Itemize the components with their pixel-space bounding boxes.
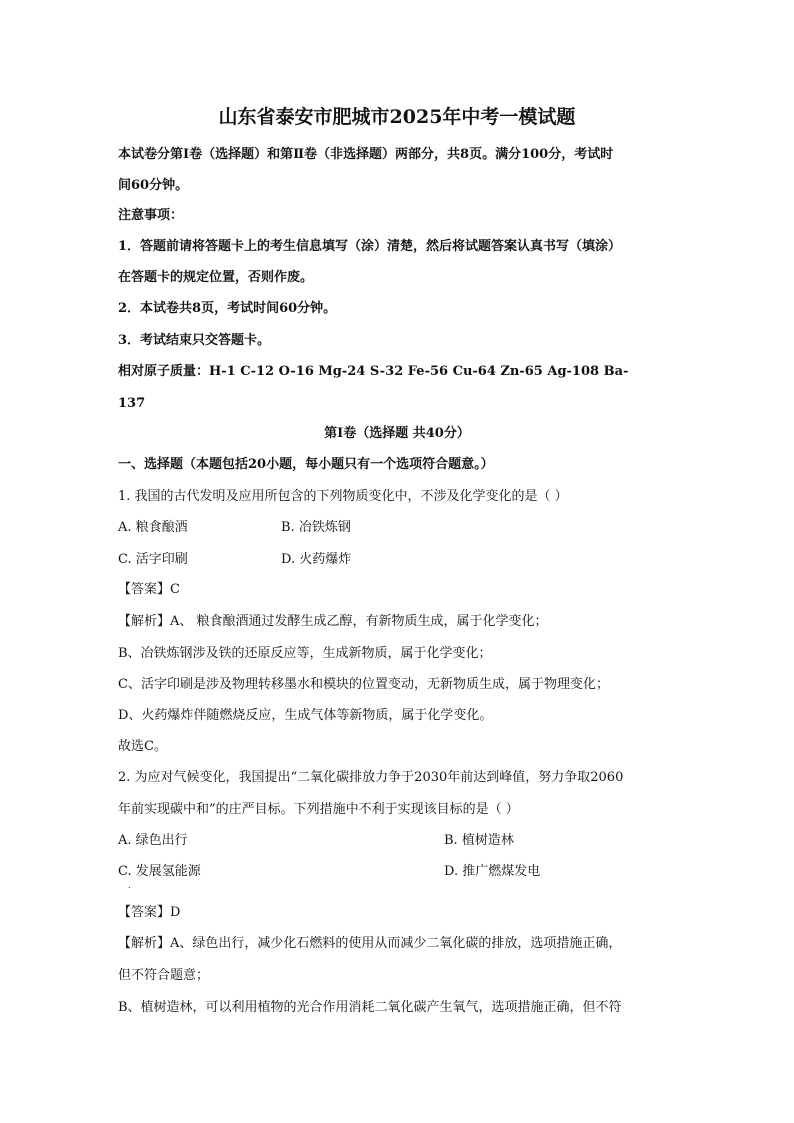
question-1-conclusion: 故选C。 [118, 739, 167, 754]
question-1-option-a: A. 粮食酿酒 [118, 520, 188, 535]
question-1-analysis-line-2: B、冶铁炼钢涉及铁的还原反应等，生成新物质，属于化学变化； [118, 646, 492, 661]
question-2-answer: 【答案】D [118, 905, 181, 920]
notes-item-1-line-1: 1．答题前请将答题卡上的考生信息填写（涂）清楚，然后将试题答案认真书写（填涂） [118, 239, 622, 254]
question-1-option-b: B. 冶铁炼钢 [281, 520, 351, 535]
question-1-option-c: C. 活字印刷 [118, 552, 188, 567]
question-1-analysis-line-1: 【解析】A、 粮食酿酒通过发酵生成乙醇，有新物质生成，属于化学变化； [118, 614, 548, 629]
notes-item-3: 3．考试结束只交答题卡。 [118, 333, 271, 348]
question-2-option-b: B. 植树造林 [444, 833, 514, 848]
question-2-analysis-line-1: 【解析】A、绿色出行，减少化石燃料的使用从而减少二氧化碳的排放，选项措施正确， [118, 936, 622, 951]
part-1-title: 第Ⅰ卷（选择题 共40分） [324, 426, 470, 441]
stray-mark: . [128, 881, 131, 890]
question-2-stem-line-2: 年前实现碳中和”的庄严目标。下列措施中不利于实现该目标的是（ ） [118, 802, 519, 817]
question-1-stem: 1. 我国的古代发明及应用所包含的下列物质变化中，不涉及化学变化的是（ ） [118, 489, 568, 504]
question-1-analysis-line-4: D、火药爆炸伴随燃烧反应，生成气体等新物质，属于化学变化。 [118, 708, 493, 723]
atomic-mass-line-2: 137 [118, 396, 146, 411]
question-2-option-a: A. 绿色出行 [118, 833, 188, 848]
question-1-answer: 【答案】C [118, 582, 180, 597]
question-1-analysis-line-3: C、活字印刷是涉及物理转移墨水和模块的位置变动，无新物质生成，属于物理变化； [118, 677, 609, 692]
question-1-option-d: D. 火药爆炸 [281, 552, 352, 567]
notes-heading: 注意事项： [118, 208, 184, 223]
intro-line-2: 间60分钟。 [118, 178, 189, 193]
question-2-analysis-line-3: B、植树造林，可以利用植物的光合作用消耗二氧化碳产生氧气，选项措施正确，但不符 [118, 1000, 622, 1015]
question-2-analysis-line-2: 但不符合题意； [118, 968, 210, 983]
notes-item-1-line-2: 在答题卡的规定位置，否则作废。 [118, 270, 314, 285]
atomic-mass-line-1: 相对原子质量：H-1 C-12 O-16 Mg-24 S-32 Fe-56 Cu-64 Zn-65 Ag-108 Ba- [118, 364, 629, 379]
notes-item-2: 2．本试卷共8页，考试时间60分钟。 [118, 301, 337, 316]
question-2-stem-line-1: 2. 为应对气候变化，我国提出“二氧化碳排放力争于2030年前达到峰值，努力争取2060 [118, 770, 624, 785]
exam-title: 山东省泰安市肥城市2025年中考一模试题 [218, 106, 576, 128]
intro-line-1: 本试卷分第Ⅰ卷（选择题）和第Ⅱ卷（非选择题）两部分，共8页。满分100分，考试时 [118, 147, 614, 162]
question-2-option-d: D. 推广燃煤发电 [444, 864, 541, 879]
question-2-option-c: C. 发展氢能源 [118, 864, 201, 879]
section-1-heading: 一、选择题（本题包括20小题，每小题只有一个选项符合题意。） [118, 457, 494, 472]
